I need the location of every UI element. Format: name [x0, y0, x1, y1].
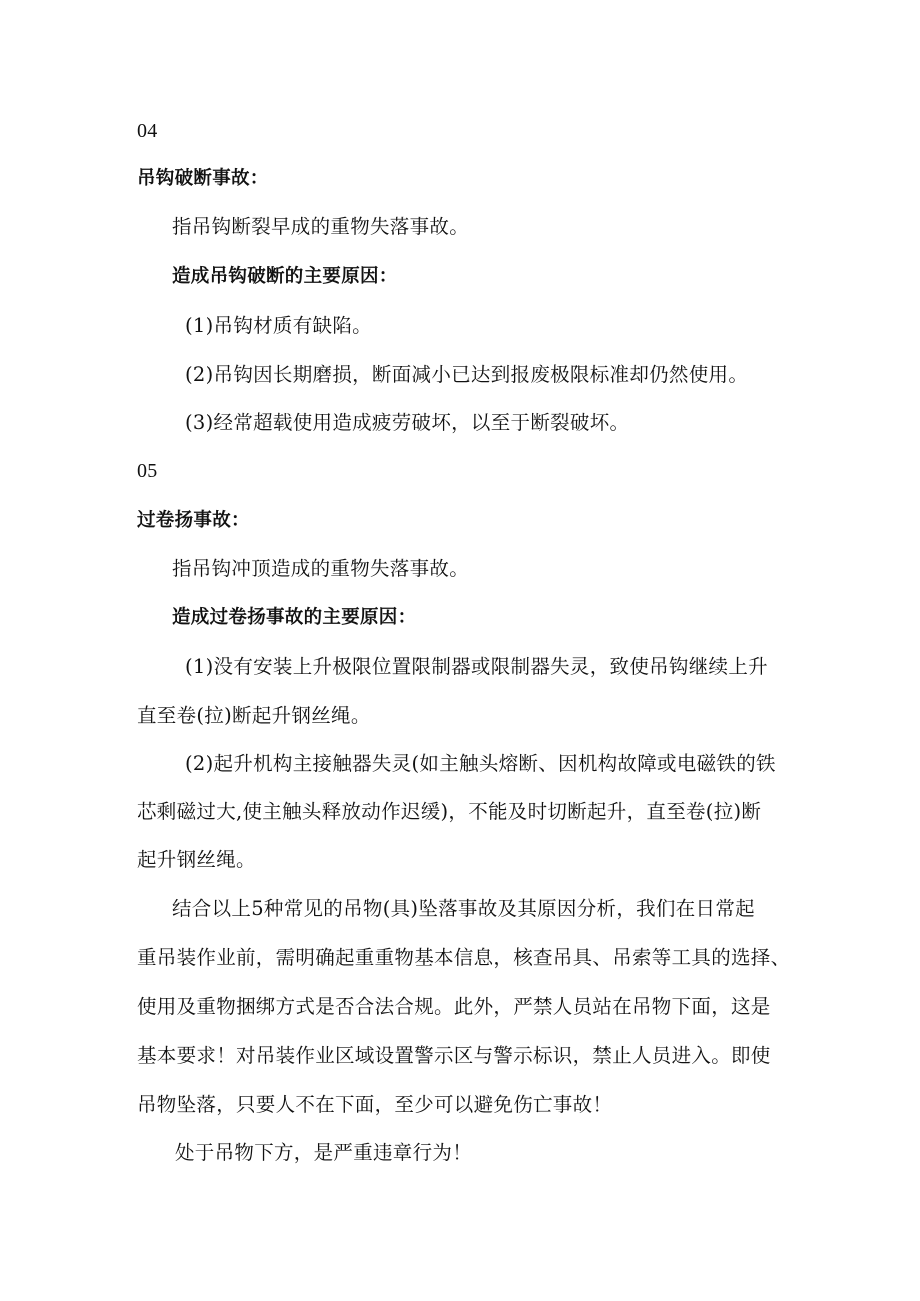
summary-line-1: 结合以上5种常见的吊物(具)坠落事故及其原因分析，我们在日常起 [172, 897, 755, 920]
section-5-cause-1-line-1: (1)没有安装上升极限位置限制器或限制器失灵，致使吊钩继续上升 [185, 655, 768, 678]
section-5-cause-2-line-2: 芯剩磁过大,使主触头释放动作迟缓)，不能及时切断起升，直至卷(拉)断 [137, 800, 762, 823]
summary-line-3: 使用及重物捆绑方式是否合法合规。此外，严禁人员站在吊物下面，这是 [137, 995, 771, 1018]
section-4-definition: 指吊钩断裂早成的重物失落事故。 [172, 215, 470, 238]
section-5-cause-2-line-3: 起升钢丝绳。 [137, 848, 256, 871]
summary-line-2: 重吊装作业前，需明确起重重物基本信息，核查吊具、吊索等工具的选择、 [137, 946, 791, 969]
section-4-title: 吊钩破断事故： [137, 168, 269, 189]
section-5-cause-1-line-2: 直至卷(拉)断起升钢丝绳。 [137, 704, 371, 727]
summary-line-4: 基本要求！对吊装作业区域设置警示区与警示标识，禁止人员进入。即使 [137, 1044, 771, 1067]
summary-line-5: 吊物坠落，只要人不在下面，至少可以避免伤亡事故！ [137, 1093, 613, 1116]
section-4-cause-1: (1)吊钩材质有缺陷。 [185, 314, 372, 337]
section-4-number: 04 [137, 120, 158, 142]
section-5-causes-heading: 造成过卷扬事故的主要原因： [172, 607, 417, 628]
section-5-number: 05 [137, 460, 158, 482]
section-4-cause-3: (3)经常超载使用造成疲劳破坏，以至于断裂破坏。 [185, 411, 630, 434]
section-4-cause-2: (2)吊钩因长期磨损，断面减小已达到报废极限标准却仍然使用。 [185, 363, 749, 386]
section-5-definition: 指吊钩冲顶造成的重物失落事故。 [172, 557, 470, 580]
section-4-causes-heading: 造成吊钩破断的主要原因： [172, 266, 398, 287]
section-5-title: 过卷扬事故： [137, 510, 250, 531]
section-5-cause-2-line-1: (2)起升机构主接触器失灵(如主触头熔断、因机构故障或电磁铁的铁 [185, 752, 776, 775]
closing-statement: 处于吊物下方，是严重违章行为！ [175, 1141, 473, 1164]
